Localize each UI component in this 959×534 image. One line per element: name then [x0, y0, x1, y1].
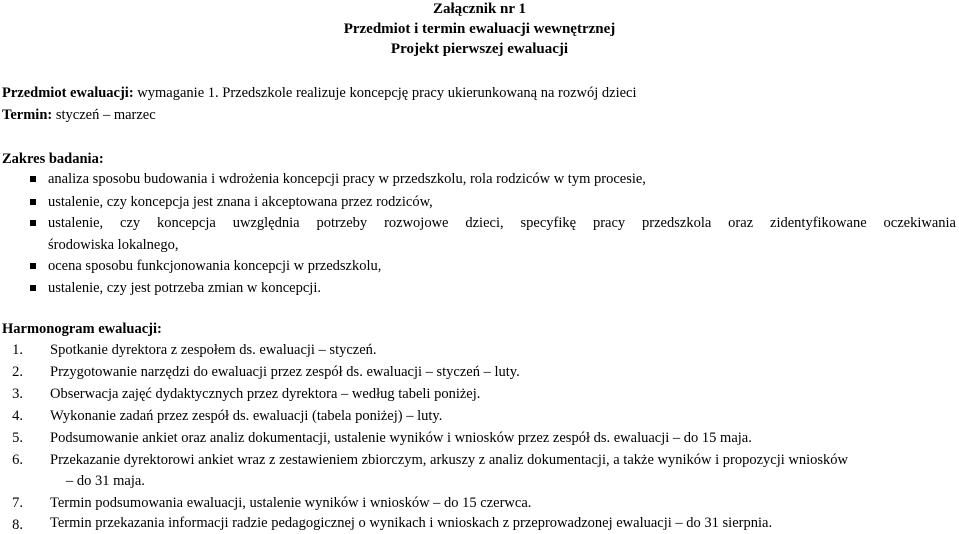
scope-item-continuation: środowiska lokalnego,: [48, 237, 179, 253]
schedule-number: 6.: [12, 452, 23, 468]
bullet-icon: [30, 285, 36, 291]
bullet-icon: [30, 220, 36, 226]
schedule-number: 8.: [12, 517, 23, 533]
evaluation-subject: [2, 84, 637, 102]
scope-item: ocena sposobu funkcjonowania koncepcji w przedszkolu,: [48, 258, 382, 274]
schedule-item: Przekazanie dyrektorowi ankiet wraz z zestawieniem zbiorczym, arkuszy z analiz dokumentacji, a także wyników i propozycji wniosków: [50, 452, 849, 468]
evaluation-term: [2, 106, 156, 124]
document-subtitle: Projekt pierwszej ewaluacji: [390, 41, 569, 57]
schedule-item: Termin podsumowania ewaluacji, ustalenie wyników i wniosków – do 15 czerwca.: [50, 495, 532, 511]
schedule-heading: Harmonogram ewaluacji:: [2, 321, 162, 337]
schedule-number: 3.: [12, 386, 23, 402]
attachment-title: Załącznik nr 1: [432, 1, 527, 17]
subject-value: wymaganie 1. Przedszkole realizuje koncepcję pracy ukierunkowaną na rozwój dzieci: [133, 85, 637, 101]
scope-item: analiza sposobu budowania i wdrożenia koncepcji pracy w przedszkolu, rola rodziców w tym procesie,: [48, 171, 646, 187]
schedule-number: 4.: [12, 408, 23, 424]
schedule-item: Spotkanie dyrektora z zespołem ds. ewaluacji – styczeń.: [50, 342, 377, 358]
bullet-icon: [30, 199, 36, 205]
schedule-item: Termin przekazania informacji radzie pedagogicznej o wynikach i wnioskach z przeprowadzonej ewaluacji – do 31 sierpnia.: [50, 515, 773, 531]
scope-item: ustalenie, czy koncepcja jest znana i akceptowana przez rodziców,: [48, 194, 433, 210]
schedule-number: 1.: [12, 342, 23, 358]
term-label: Termin:: [2, 107, 53, 123]
subject-label: Przedmiot ewaluacji:: [2, 85, 134, 101]
schedule-number: 2.: [12, 364, 23, 380]
bullet-icon: [30, 263, 36, 269]
scope-item: ustalenie, czy jest potrzeba zmian w koncepcji.: [48, 280, 321, 296]
schedule-item: Wykonanie zadań przez zespół ds. ewaluacji (tabela poniżej) – luty.: [50, 408, 443, 424]
schedule-number: 5.: [12, 430, 23, 446]
schedule-item: Przygotowanie narzędzi do ewaluacji przez zespół ds. ewaluacji – styczeń – luty.: [50, 364, 520, 380]
scope-heading: Zakres badania:: [2, 151, 104, 167]
bullet-icon: [30, 176, 36, 182]
schedule-number: 7.: [12, 495, 23, 511]
schedule-item: Podsumowanie ankiet oraz analiz dokumentacji, ustalenie wyników i wniosków przez zespół ds. ewaluacji – do 15 maja.: [50, 430, 752, 446]
document-title: Przedmiot i termin ewaluacji wewnętrznej: [343, 21, 616, 37]
schedule-item: Obserwacja zajęć dydaktycznych przez dyrektora – według tabeli poniżej.: [50, 386, 481, 402]
schedule-item-continuation: – do 31 maja.: [66, 473, 145, 489]
scope-item: ustalenie, czy koncepcja uwzględnia potrzeby rozwojowe dzieci, specyfikę pracy przedszkola oraz zidentyfikowane oczekiwania: [48, 215, 956, 231]
term-value: styczeń – marzec: [52, 107, 156, 123]
